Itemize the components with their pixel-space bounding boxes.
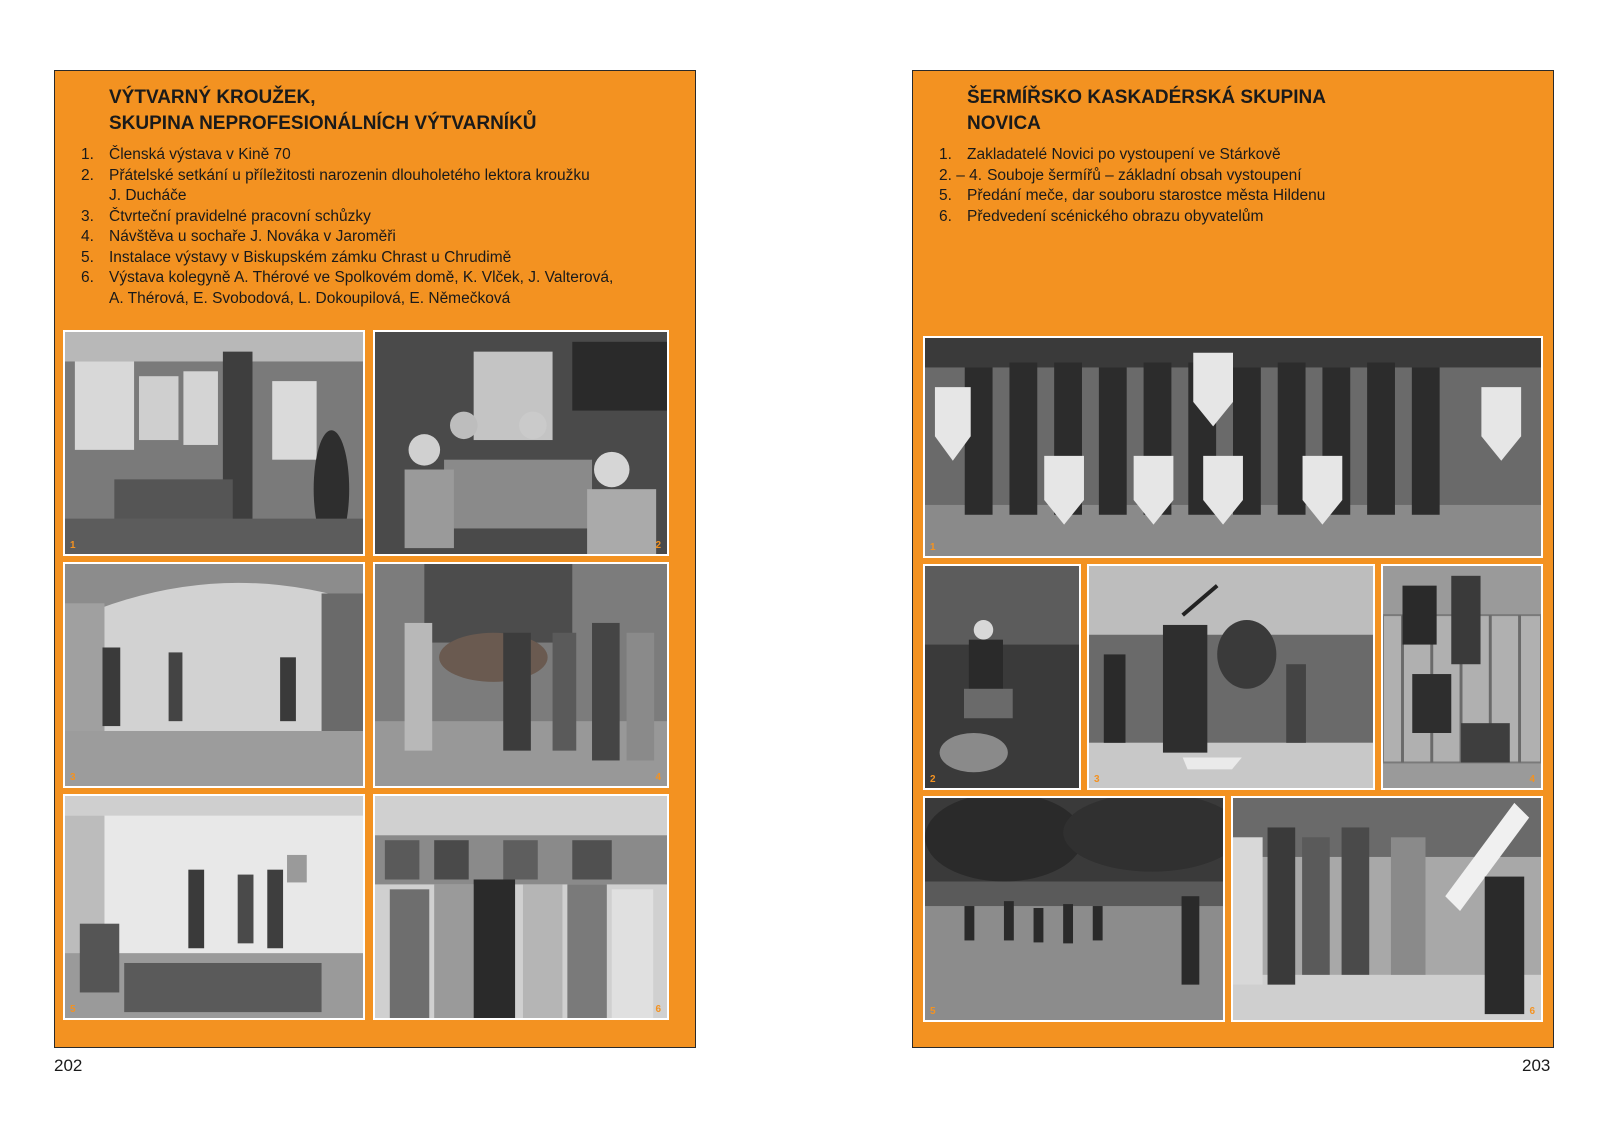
right-page-panel bbox=[912, 70, 1554, 1048]
photo-1-gallery-exhibition bbox=[63, 330, 365, 556]
caption-text: Přátelské setkání u příležitosti narozenin dlouholetého lektora kroužku J. Ducháče bbox=[109, 166, 590, 204]
caption-item bbox=[81, 248, 613, 269]
photo-6-scenic-performance bbox=[1231, 796, 1543, 1022]
photo-2-birthday-gathering bbox=[373, 330, 669, 556]
caption-text: Zakladatelé Novici po vystoupení ve Stárkově bbox=[967, 146, 1281, 163]
page-number-left: 202 bbox=[54, 1056, 83, 1075]
right-title-line-2: NOVICA bbox=[967, 113, 1041, 134]
right-caption-list bbox=[939, 145, 1325, 227]
photo-2-duel-jump bbox=[923, 564, 1081, 790]
photo-1-novica-founders bbox=[923, 336, 1543, 558]
caption-item bbox=[939, 186, 1325, 207]
caption-item bbox=[81, 145, 613, 166]
caption-number: 6. bbox=[939, 207, 952, 225]
caption-item bbox=[81, 166, 613, 207]
caption-text: Návštěva u sochaře J. Nováka v Jaroměři bbox=[109, 228, 396, 245]
caption-item bbox=[81, 268, 613, 309]
photo-3-sword-duel bbox=[1087, 564, 1375, 790]
caption-text: Výstava kolegyně A. Thérové ve Spolkovém domě, K. Vlček, J. Valterová, A. Thérová, E. Svobodová, L. Dokoupilová, E. Němečková bbox=[109, 269, 614, 307]
photo-6-spolkovy-dum-exhibition bbox=[373, 794, 669, 1020]
page-number-right: 203 bbox=[1522, 1056, 1551, 1075]
caption-item bbox=[81, 207, 613, 228]
photo-5-battle-field bbox=[923, 796, 1225, 1022]
photo-number: 6 bbox=[655, 1004, 661, 1015]
caption-text: Předvedení scénického obrazu obyvatelům bbox=[967, 207, 1264, 225]
caption-text: Souboje šermířů – základní obsah vystoupení bbox=[987, 166, 1302, 184]
caption-text: Předání meče, dar souboru starostce města Hildenu bbox=[967, 187, 1326, 204]
caption-number: 5. bbox=[81, 248, 94, 266]
caption-number: 6. bbox=[81, 269, 94, 286]
caption-item bbox=[939, 207, 1325, 228]
photo-number: 1 bbox=[930, 542, 936, 553]
left-page-panel bbox=[54, 70, 696, 1048]
caption-number: 4. bbox=[81, 228, 94, 245]
left-caption-list bbox=[81, 145, 613, 309]
photo-number: 4 bbox=[655, 772, 661, 783]
caption-number: 1. bbox=[939, 146, 952, 163]
left-page-title bbox=[109, 85, 537, 137]
photo-number: 2 bbox=[655, 540, 661, 551]
photo-number: 5 bbox=[70, 1004, 76, 1015]
photo-number: 4 bbox=[1529, 774, 1535, 785]
right-title-line-1: ŠERMÍŘSKO KASKADÉRSKÁ SKUPINA bbox=[967, 87, 1326, 108]
right-page-title bbox=[967, 85, 1326, 137]
photo-number: 3 bbox=[70, 772, 76, 783]
photo-number: 2 bbox=[930, 774, 936, 785]
photo-number: 5 bbox=[930, 1006, 936, 1017]
caption-number: 2. – 4. bbox=[939, 166, 983, 184]
photo-5-exhibition-installation bbox=[63, 794, 365, 1020]
caption-item bbox=[81, 227, 613, 248]
caption-number: 1. bbox=[81, 146, 94, 163]
caption-text: Čtvrteční pravidelné pracovní schůzky bbox=[109, 207, 371, 225]
photo-number: 1 bbox=[70, 540, 76, 551]
caption-number: 3. bbox=[81, 207, 94, 225]
photo-3-arcade-painting bbox=[63, 562, 365, 788]
caption-item bbox=[939, 166, 1325, 187]
caption-text: Členská výstava v Kině 70 bbox=[109, 146, 291, 163]
caption-number: 5. bbox=[939, 187, 952, 204]
caption-text: Instalace výstavy v Biskupském zámku Chrast u Chrudimě bbox=[109, 248, 512, 266]
caption-item bbox=[939, 145, 1325, 166]
left-title-line-2: SKUPINA NEPROFESIONÁLNÍCH VÝTVARNÍKŮ bbox=[109, 113, 537, 134]
photo-4-sculptor-visit bbox=[373, 562, 669, 788]
photo-4-wall-fight bbox=[1381, 564, 1543, 790]
photo-number: 6 bbox=[1529, 1006, 1535, 1017]
caption-number: 2. bbox=[81, 166, 94, 184]
left-title-line-1: VÝTVARNÝ KROUŽEK, bbox=[109, 87, 316, 108]
photo-number: 3 bbox=[1094, 774, 1100, 785]
